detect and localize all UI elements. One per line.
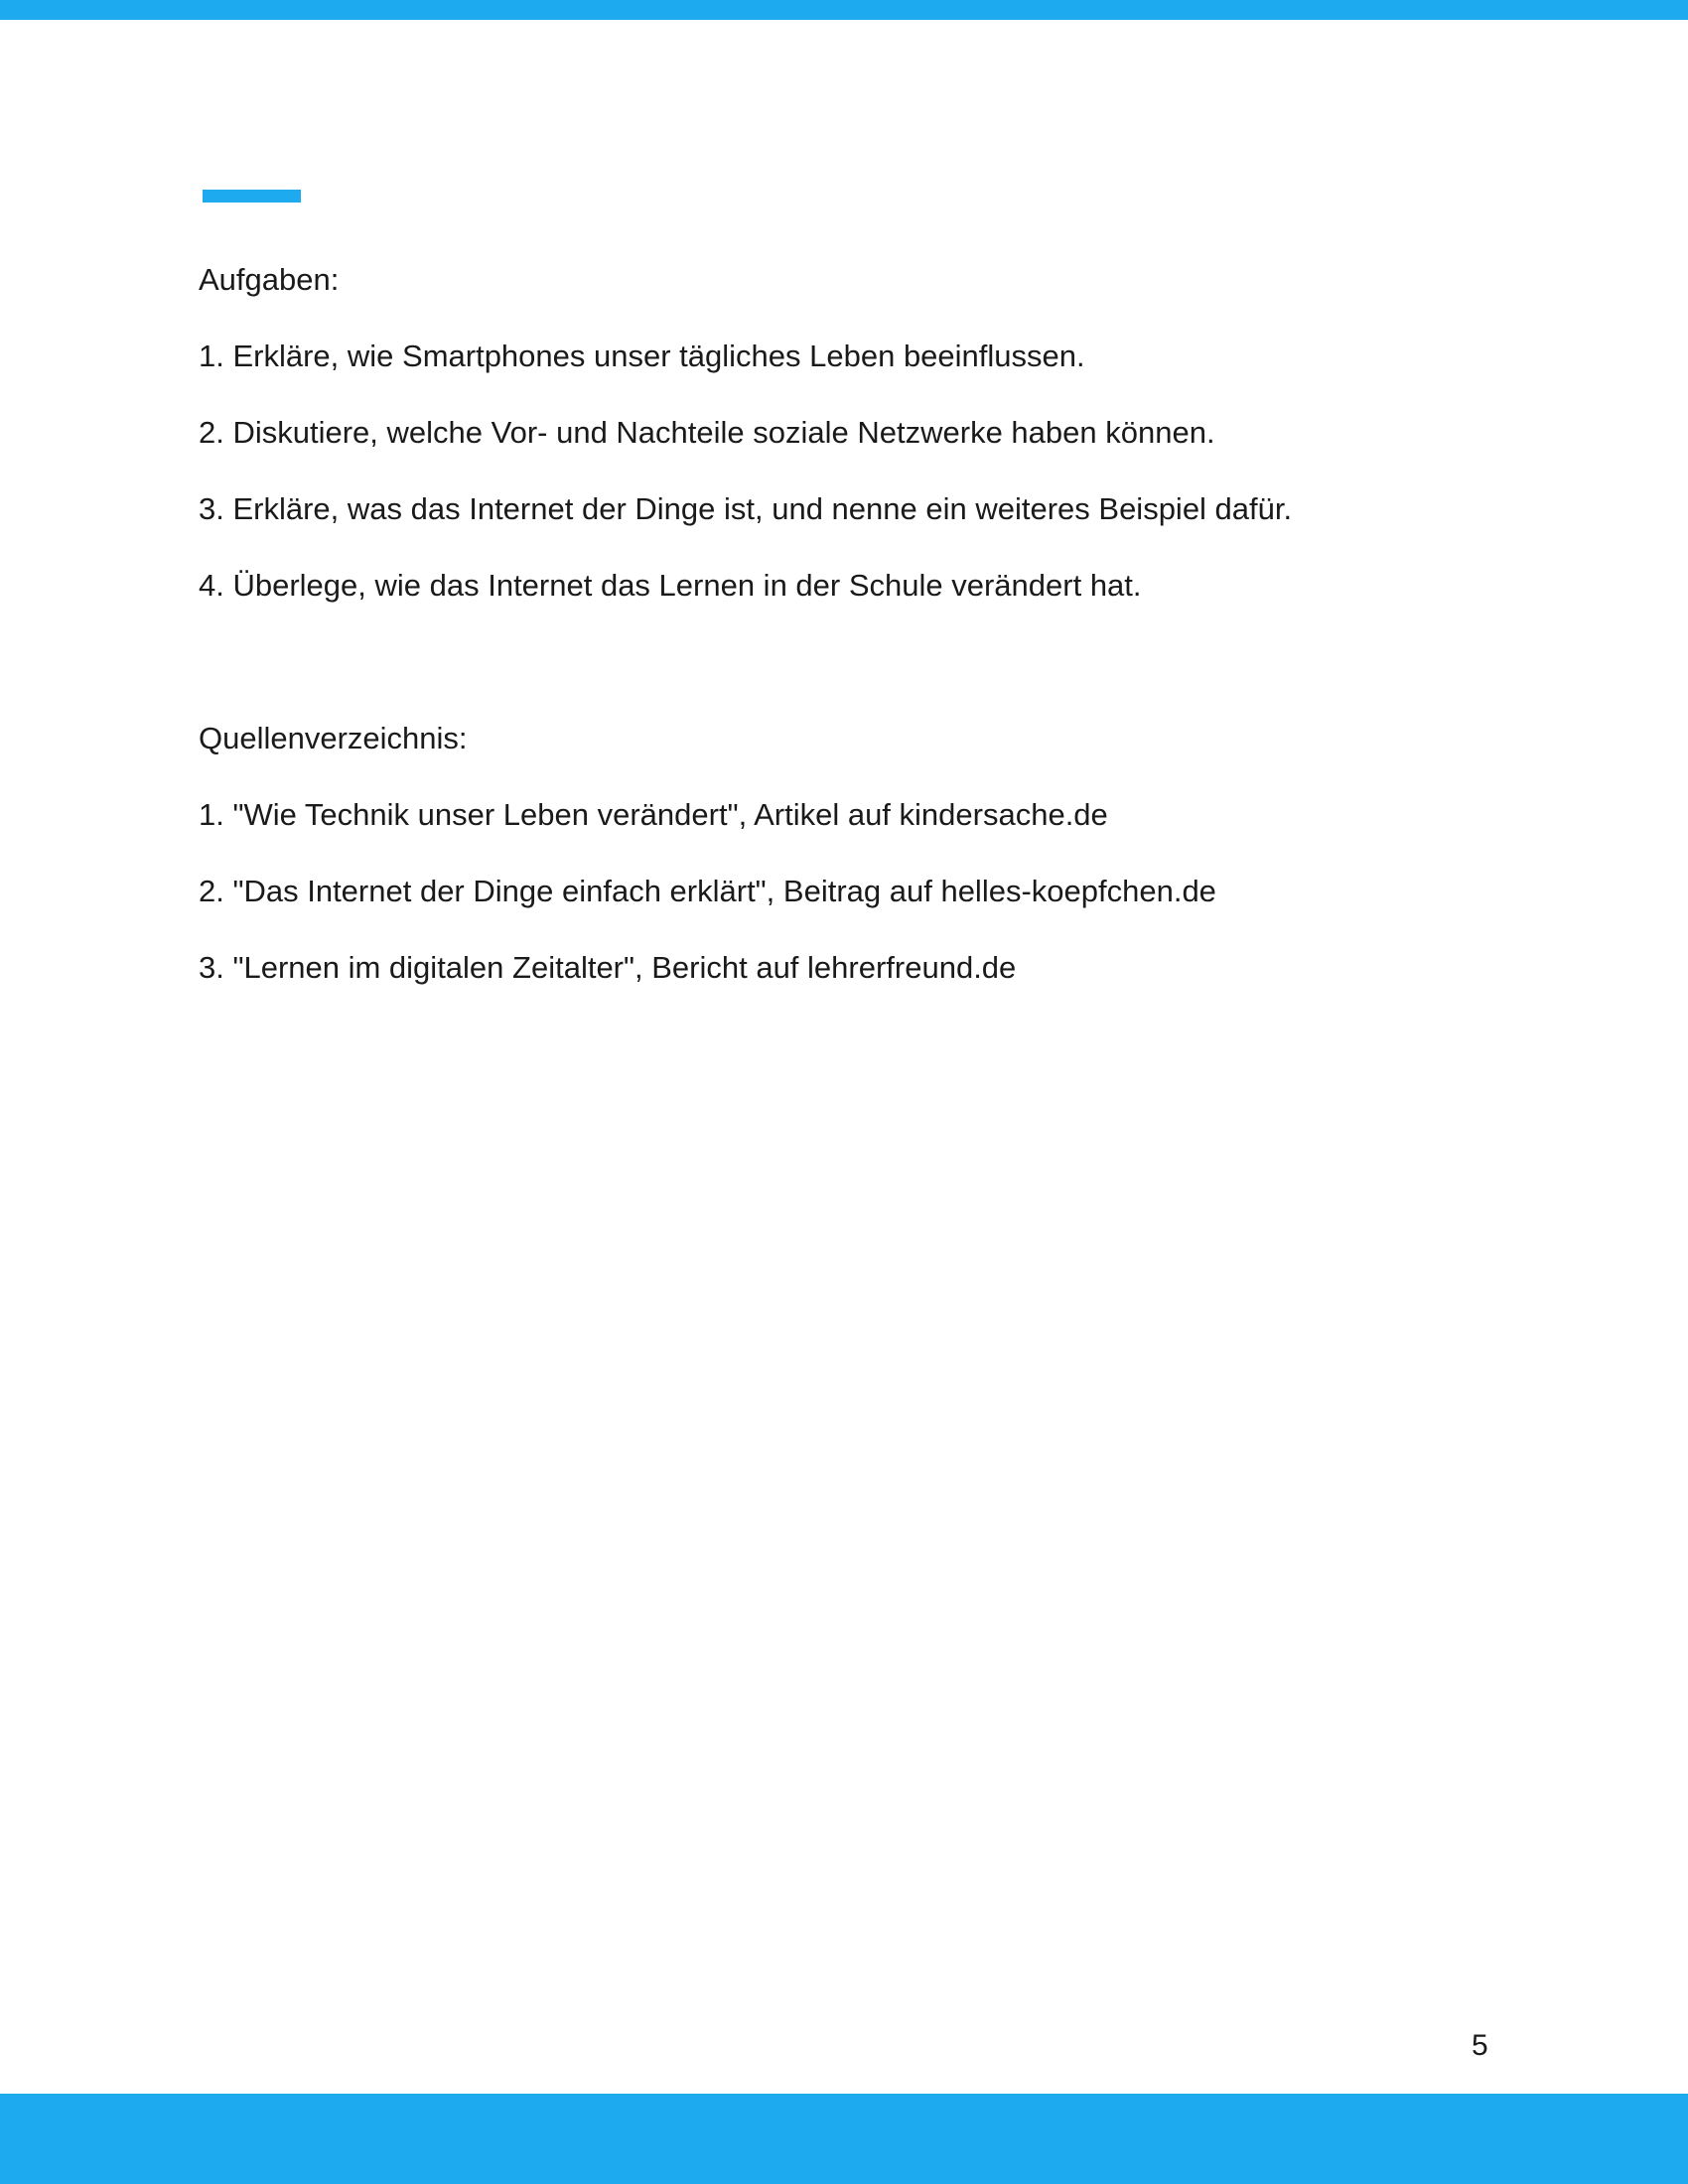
- source-item-2: 2. "Das Internet der Dinge einfach erklärt", Beitrag auf helles-koepfchen.de: [199, 874, 1216, 908]
- task-item-4: 4. Überlege, wie das Internet das Lernen in der Schule verändert hat.: [199, 568, 1142, 603]
- task-item-3: 3. Erkläre, was das Internet der Dinge ist, und nenne ein weiteres Beispiel dafür.: [199, 491, 1293, 526]
- sources-heading: Quellenverzeichnis:: [199, 721, 468, 755]
- section-accent-dash: [203, 190, 301, 203]
- bottom-accent-bar: [0, 2094, 1688, 2184]
- task-item-2: 2. Diskutiere, welche Vor- und Nachteile soziale Netzwerke haben können.: [199, 415, 1215, 450]
- source-item-1: 1. "Wie Technik unser Leben verändert", Artikel auf kindersache.de: [199, 797, 1108, 832]
- page-number: 5: [1472, 2029, 1488, 2062]
- tasks-heading: Aufgaben:: [199, 262, 340, 297]
- source-item-3: 3. "Lernen im digitalen Zeitalter", Bericht auf lehrerfreund.de: [199, 950, 1017, 985]
- top-accent-bar: [0, 0, 1688, 20]
- task-item-1: 1. Erkläre, wie Smartphones unser tägliches Leben beeinflussen.: [199, 339, 1085, 373]
